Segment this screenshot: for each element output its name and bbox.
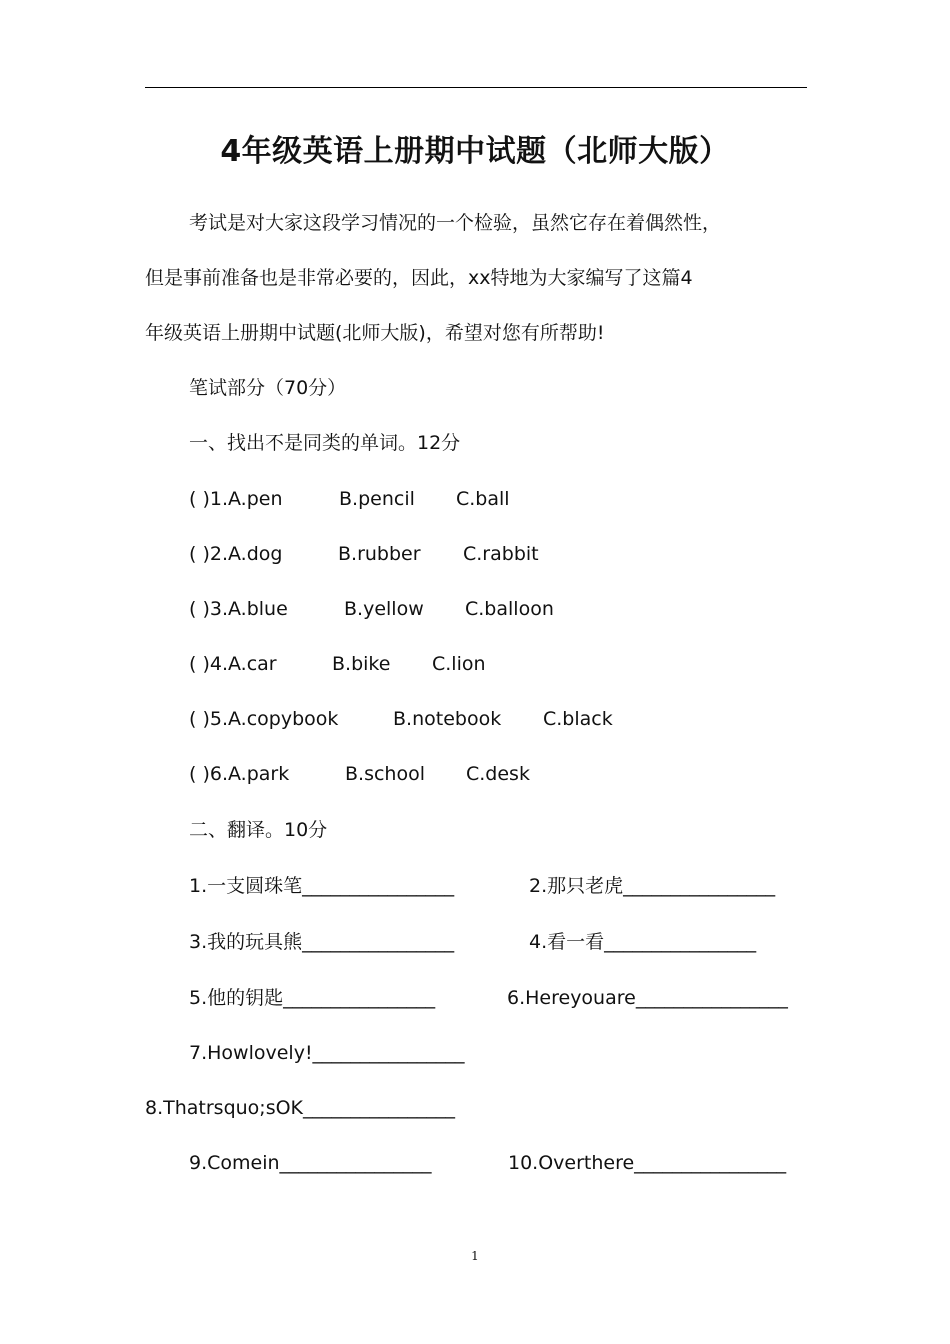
question-option-c: C.lion bbox=[432, 653, 486, 675]
translation-item-10: 10.Overthere________________ bbox=[508, 1152, 787, 1174]
question-option-c: C.balloon bbox=[465, 598, 554, 620]
intro-line-1: 考试是对大家这段学习情况的一个检验，虽然它存在着偶然性， bbox=[189, 212, 722, 234]
question-option-b: B.bike bbox=[332, 653, 391, 675]
question-option-b: B.notebook bbox=[393, 708, 502, 730]
page-title: 4年级英语上册期中试题（北师大版） bbox=[220, 134, 730, 169]
question-option-b: B.rubber bbox=[338, 543, 421, 565]
question-option-a: ( )6.A.park bbox=[189, 763, 290, 785]
question-option-c: C.rabbit bbox=[463, 543, 539, 565]
translation-item-9: 9.Comein________________ bbox=[189, 1152, 432, 1174]
intro-line-3: 年级英语上册期中试题(北师大版)，希望对您有所帮助! bbox=[145, 322, 605, 344]
question-option-a: ( )1.A.pen bbox=[189, 488, 283, 510]
page-number: 1 bbox=[471, 1249, 479, 1263]
intro-line-2: 但是事前准备也是非常必要的，因此，xx特地为大家编写了这篇4 bbox=[145, 267, 693, 289]
question-option-b: B.yellow bbox=[344, 598, 424, 620]
translation-item-3: 3.我的玩具熊________________ bbox=[189, 931, 455, 953]
question-option-c: C.desk bbox=[466, 763, 530, 785]
question-option-a: ( )2.A.dog bbox=[189, 543, 283, 565]
question-option-c: C.black bbox=[543, 708, 613, 730]
part1-heading: 一、找出不是同类的单词。12分 bbox=[189, 432, 461, 454]
question-option-a: ( )3.A.blue bbox=[189, 598, 288, 620]
translation-item-2: 2.那只老虎________________ bbox=[529, 875, 776, 897]
question-option-b: B.pencil bbox=[339, 488, 415, 510]
question-option-b: B.school bbox=[345, 763, 425, 785]
translation-item-7: 7.Howlovely!________________ bbox=[189, 1042, 465, 1064]
translation-item-6: 6.Hereyouare________________ bbox=[507, 987, 788, 1009]
question-option-a: ( )5.A.copybook bbox=[189, 708, 339, 730]
translation-item-4: 4.看一看________________ bbox=[529, 931, 757, 953]
translation-item-1: 1.一支圆珠笔________________ bbox=[189, 875, 455, 897]
question-option-a: ( )4.A.car bbox=[189, 653, 277, 675]
section-written: 笔试部分（70分） bbox=[189, 377, 347, 399]
translation-item-8: 8.Thatrsquo;sOK________________ bbox=[145, 1097, 456, 1119]
header-rule bbox=[145, 87, 807, 88]
part2-heading: 二、翻译。10分 bbox=[189, 819, 328, 841]
question-option-c: C.ball bbox=[456, 488, 510, 510]
translation-item-5: 5.他的钥匙________________ bbox=[189, 987, 436, 1009]
